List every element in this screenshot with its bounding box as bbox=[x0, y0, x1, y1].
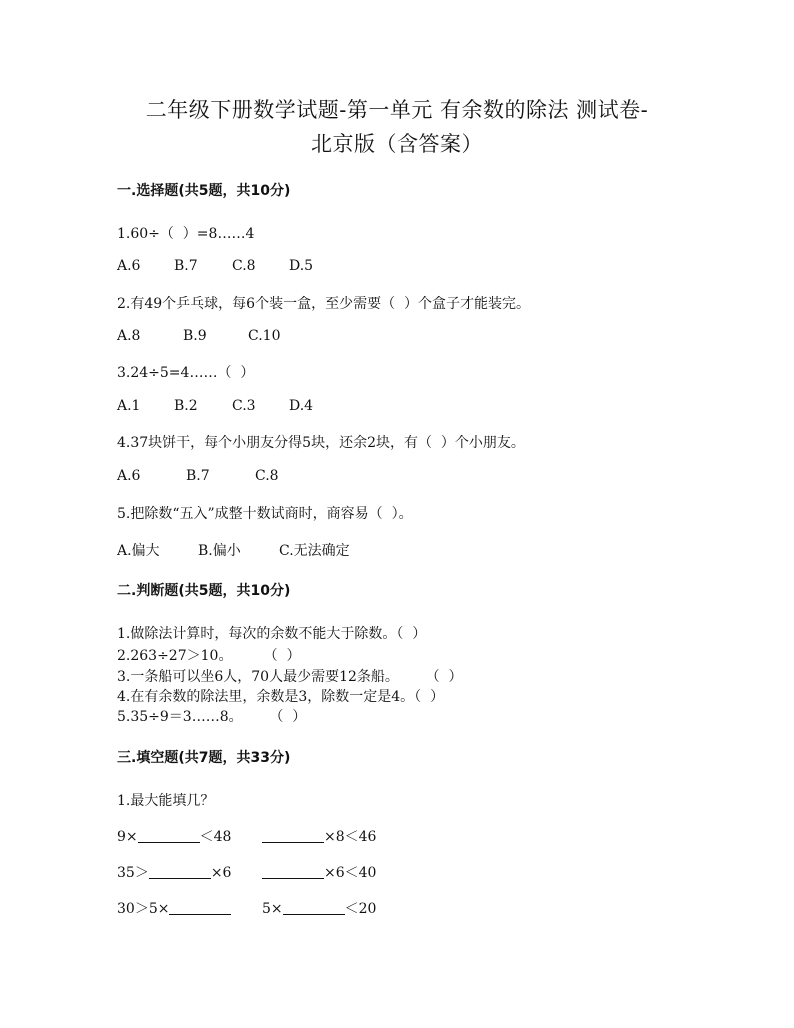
fill-prefix: 30＞5× bbox=[117, 901, 170, 917]
option: A.8 bbox=[117, 328, 141, 344]
fill-prefix: 5× bbox=[262, 901, 283, 917]
option: A.1 bbox=[117, 398, 141, 414]
option: C.无法确定 bbox=[279, 543, 350, 559]
fill-right-3 bbox=[262, 898, 376, 918]
option: D.4 bbox=[289, 398, 314, 414]
answer-blank[interactable] bbox=[169, 900, 231, 915]
option: B.7 bbox=[186, 468, 210, 484]
question-3: 3.24÷5=4……（ ） bbox=[117, 365, 255, 381]
option: B.2 bbox=[174, 398, 198, 414]
option: C.3 bbox=[232, 398, 256, 414]
judgement-item-3: 3.一条船可以坐6人，70人最少需要12条船。 （ ） bbox=[117, 669, 463, 685]
page-title-line-2: 北京版（含答案） bbox=[311, 132, 483, 156]
fill-question-1: 1.最大能填几？ bbox=[117, 793, 215, 809]
judgement-item-2: 2.263÷27＞10。 （ ） bbox=[117, 648, 301, 664]
judgement-item-1: 1.做除法计算时，每次的余数不能大于除数。（ ） bbox=[117, 626, 427, 642]
option: A.偏大 bbox=[117, 543, 160, 559]
fill-suffix: ×6＜40 bbox=[324, 865, 377, 881]
option: B.偏小 bbox=[198, 543, 241, 559]
judgement-item-4: 4.在有余数的除法里，余数是3，除数一定是4。（ ） bbox=[117, 689, 445, 705]
option: A.6 bbox=[117, 468, 141, 484]
answer-blank[interactable] bbox=[262, 828, 324, 843]
question-2: 2.有49个乒乓球，每6个装一盒，至少需要（ ）个盒子才能装完。 bbox=[117, 296, 530, 312]
fill-suffix: ＜48 bbox=[199, 829, 232, 845]
fill-left-2 bbox=[117, 862, 231, 882]
option: D.5 bbox=[289, 258, 314, 274]
option: C.10 bbox=[248, 328, 281, 344]
question-1: 1.60÷（ ）=8……4 bbox=[117, 226, 255, 242]
option: C.8 bbox=[255, 468, 279, 484]
page-title-line-1: 二年级下册数学试题-第一单元 有余数的除法 测试卷- bbox=[145, 98, 649, 122]
fill-right-2 bbox=[262, 862, 376, 882]
judgement-item-5: 5.35÷9＝3……8。 （ ） bbox=[117, 709, 307, 725]
option: C.8 bbox=[232, 258, 256, 274]
fill-left-1 bbox=[117, 826, 231, 846]
section-heading-choice: 一.选择题(共5题，共10分) bbox=[117, 183, 291, 199]
answer-blank[interactable] bbox=[262, 864, 324, 879]
section-heading-judgement: 二.判断题(共5题，共10分) bbox=[117, 583, 291, 599]
option: A.6 bbox=[117, 258, 141, 274]
fill-suffix: ×6 bbox=[210, 865, 232, 881]
question-4: 4.37块饼干，每个小朋友分得5块，还余2块，有（ ）个小朋友。 bbox=[117, 435, 525, 451]
fill-right-1 bbox=[262, 826, 376, 846]
answer-blank[interactable] bbox=[149, 864, 211, 879]
question-5: 5.把除数“五入”成整十数试商时，商容易（ ）。 bbox=[117, 506, 413, 522]
option: B.7 bbox=[174, 258, 198, 274]
section-heading-fill: 三.填空题(共7题，共33分) bbox=[117, 750, 291, 766]
fill-suffix: ＜20 bbox=[344, 901, 377, 917]
fill-suffix: ×8＜46 bbox=[324, 829, 377, 845]
answer-blank[interactable] bbox=[283, 900, 345, 915]
fill-prefix: 9× bbox=[117, 829, 138, 845]
fill-left-3 bbox=[117, 898, 231, 918]
fill-prefix: 35＞ bbox=[117, 865, 149, 881]
option: B.9 bbox=[183, 328, 207, 344]
answer-blank[interactable] bbox=[138, 828, 200, 843]
